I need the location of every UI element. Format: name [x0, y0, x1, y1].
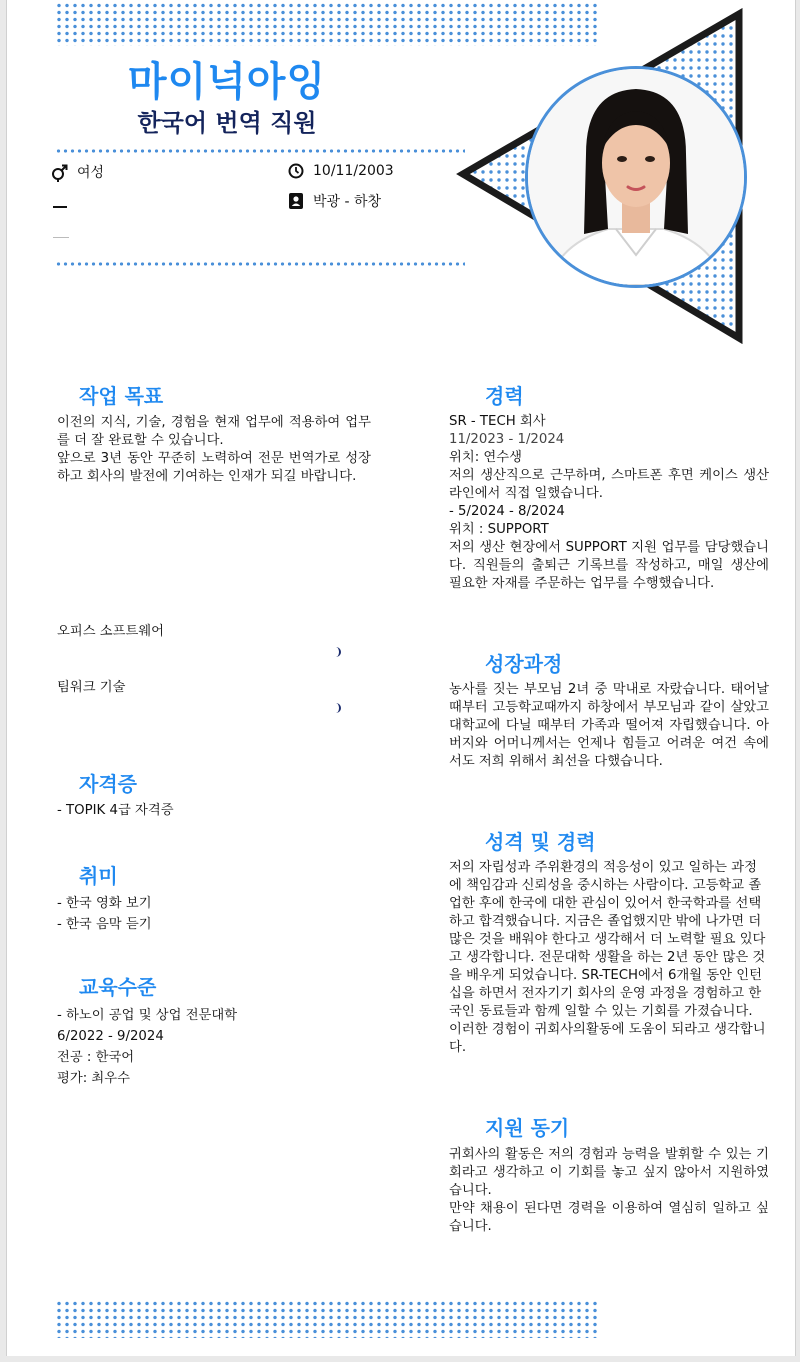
experience-position: 위치 : SUPPORT [449, 522, 549, 537]
experience-title: 경력 [485, 384, 524, 408]
hobby-item: - 한국 영화 보기 [57, 896, 152, 911]
certificates-title: 자격증 [79, 772, 137, 796]
objective-paragraph: 앞으로 3년 동안 꾸준히 노력하여 전문 번역가로 성장하고 회사의 발전에 기여하는 인재가 되길 바랍니다. [57, 451, 371, 484]
hobby-item: - 한국 음막 듣기 [57, 917, 152, 932]
objective-text [57, 414, 371, 486]
resume-page [6, 0, 796, 1356]
skill-label: 팀워크 기술 [57, 680, 126, 695]
skill-bar-end [335, 703, 341, 713]
motivation-title: 지원 동기 [485, 1116, 570, 1140]
education-line: 평가: 최우수 [57, 1071, 130, 1086]
hobbies-list [57, 893, 152, 935]
motivation-paragraph: 귀회사의 활동은 저의 경험과 능력을 발휘할 수 있는 기회라고 생각하고 이 기회를 놓고 싶지 않아서 지원하였습니다. [449, 1147, 769, 1198]
profile-photo [525, 66, 747, 288]
contact-card-icon [287, 192, 305, 210]
growth-title: 성장과정 [485, 652, 563, 676]
personality-text: 저의 자립성과 주위환경의 적응성이 있고 일하는 과정에 책임감과 신뢰성을 중시하는 사람이다. 고등학교 졸업한 후에 한국에 대한 관심이 있어서 한국학과를 선택하고 합격했습니다. 지금은 졸업했지만 밖에 나가면 더 많은 것을 배워야 한다고 생각해서 더 노력할 필요 있다고 생각합니다. 전문대학 생활을 하는 2년 동안 많은 것을 배우게 되었습니다. SR-TECH에서 6개월 동안 인턴십을 하면서 전자기기 회사의 운영 과정을 경험하고 한국인 동료들과 함께 일할 수 있는 기회를 가졌습니다. 이러한 경험이 귀회사의활동에 도움이 되라고 생각합니다. [449, 860, 766, 1055]
personality-title: 성격 및 경력 [485, 830, 596, 854]
education-line: 6/2022 - 9/2024 [57, 1029, 164, 1044]
experience-description: 저의 생산 현장에서 SUPPORT 지원 업무를 담당했습니다. 직원들의 출퇴근 기록브를 작성하고, 매일 생산에 필요한 자재를 주문하는 업무를 수행했습니다. [449, 540, 769, 591]
education-line: 전공 : 한국어 [57, 1050, 135, 1065]
experience-company: SR - TECH 회사 [449, 414, 546, 429]
applicant-name: 마이넉아잉 [127, 59, 327, 105]
header-divider-bottom [55, 262, 465, 266]
clock-icon [287, 162, 305, 180]
gender-info [51, 162, 104, 182]
skill-bar-office [57, 647, 341, 657]
education-details [57, 1005, 237, 1089]
address-info [287, 191, 381, 211]
gender-text: 여성 [77, 165, 105, 181]
gender-female-icon [51, 163, 69, 181]
growth-text: 농사를 짓는 부모님 2녀 중 막내로 자랐습니다. 태어날때부터 고등학교때까지 하창에서 부모님과 같이 살았고 대학교에 다닐 때부터 가족과 떨어져 자립했습니다. 아버지와 어머니께서는 언제나 힘들고 어려운 여건 속에서도 저희 위해서 최선을 다했습니다. [449, 682, 769, 769]
motivation-text [449, 1146, 769, 1236]
hobbies-title: 취미 [79, 864, 118, 888]
bottom-dot-band [55, 1300, 597, 1338]
job-title: 한국어 번역 직원 [137, 109, 317, 137]
address-text: 박광 - 하창 [313, 194, 382, 210]
objective-paragraph: 이전의 지식, 기술, 경험을 현재 업무에 적용하여 업무를 더 잘 완료할 수 있습니다. [57, 415, 371, 448]
portrait-image [528, 69, 744, 285]
skill-bar-end [335, 647, 341, 657]
skill-bar-teamwork [57, 703, 341, 713]
contact-placeholder-line [53, 206, 67, 208]
certificate-item: - TOPIK 4급 자격증 [57, 803, 174, 818]
experience-position: 위치: 연수생 [449, 450, 522, 465]
education-line: - 하노이 공업 및 상업 전문대학 [57, 1008, 238, 1023]
education-title: 교육수준 [79, 975, 157, 999]
contact-placeholder-line-2 [53, 237, 69, 238]
birthdate-text: 10/11/2003 [313, 163, 394, 179]
experience-details [449, 413, 769, 593]
objective-title: 작업 목표 [79, 384, 164, 408]
certificates-list [57, 802, 174, 820]
experience-period: 11/2023 - 1/2024 [449, 432, 565, 447]
experience-period: - 5/2024 - 8/2024 [449, 504, 565, 519]
motivation-paragraph: 만약 채용이 된다면 경력을 이용하여 열심히 일하고 싶습니다. [449, 1201, 769, 1234]
experience-description: 저의 생산직으로 근무하며, 스마트폰 후면 케이스 생산 라인에서 직접 일했습니다. [449, 468, 769, 501]
skill-label: 오피스 소프트웨어 [57, 624, 164, 639]
header-divider-top [55, 149, 465, 153]
birthdate-info [287, 162, 394, 180]
